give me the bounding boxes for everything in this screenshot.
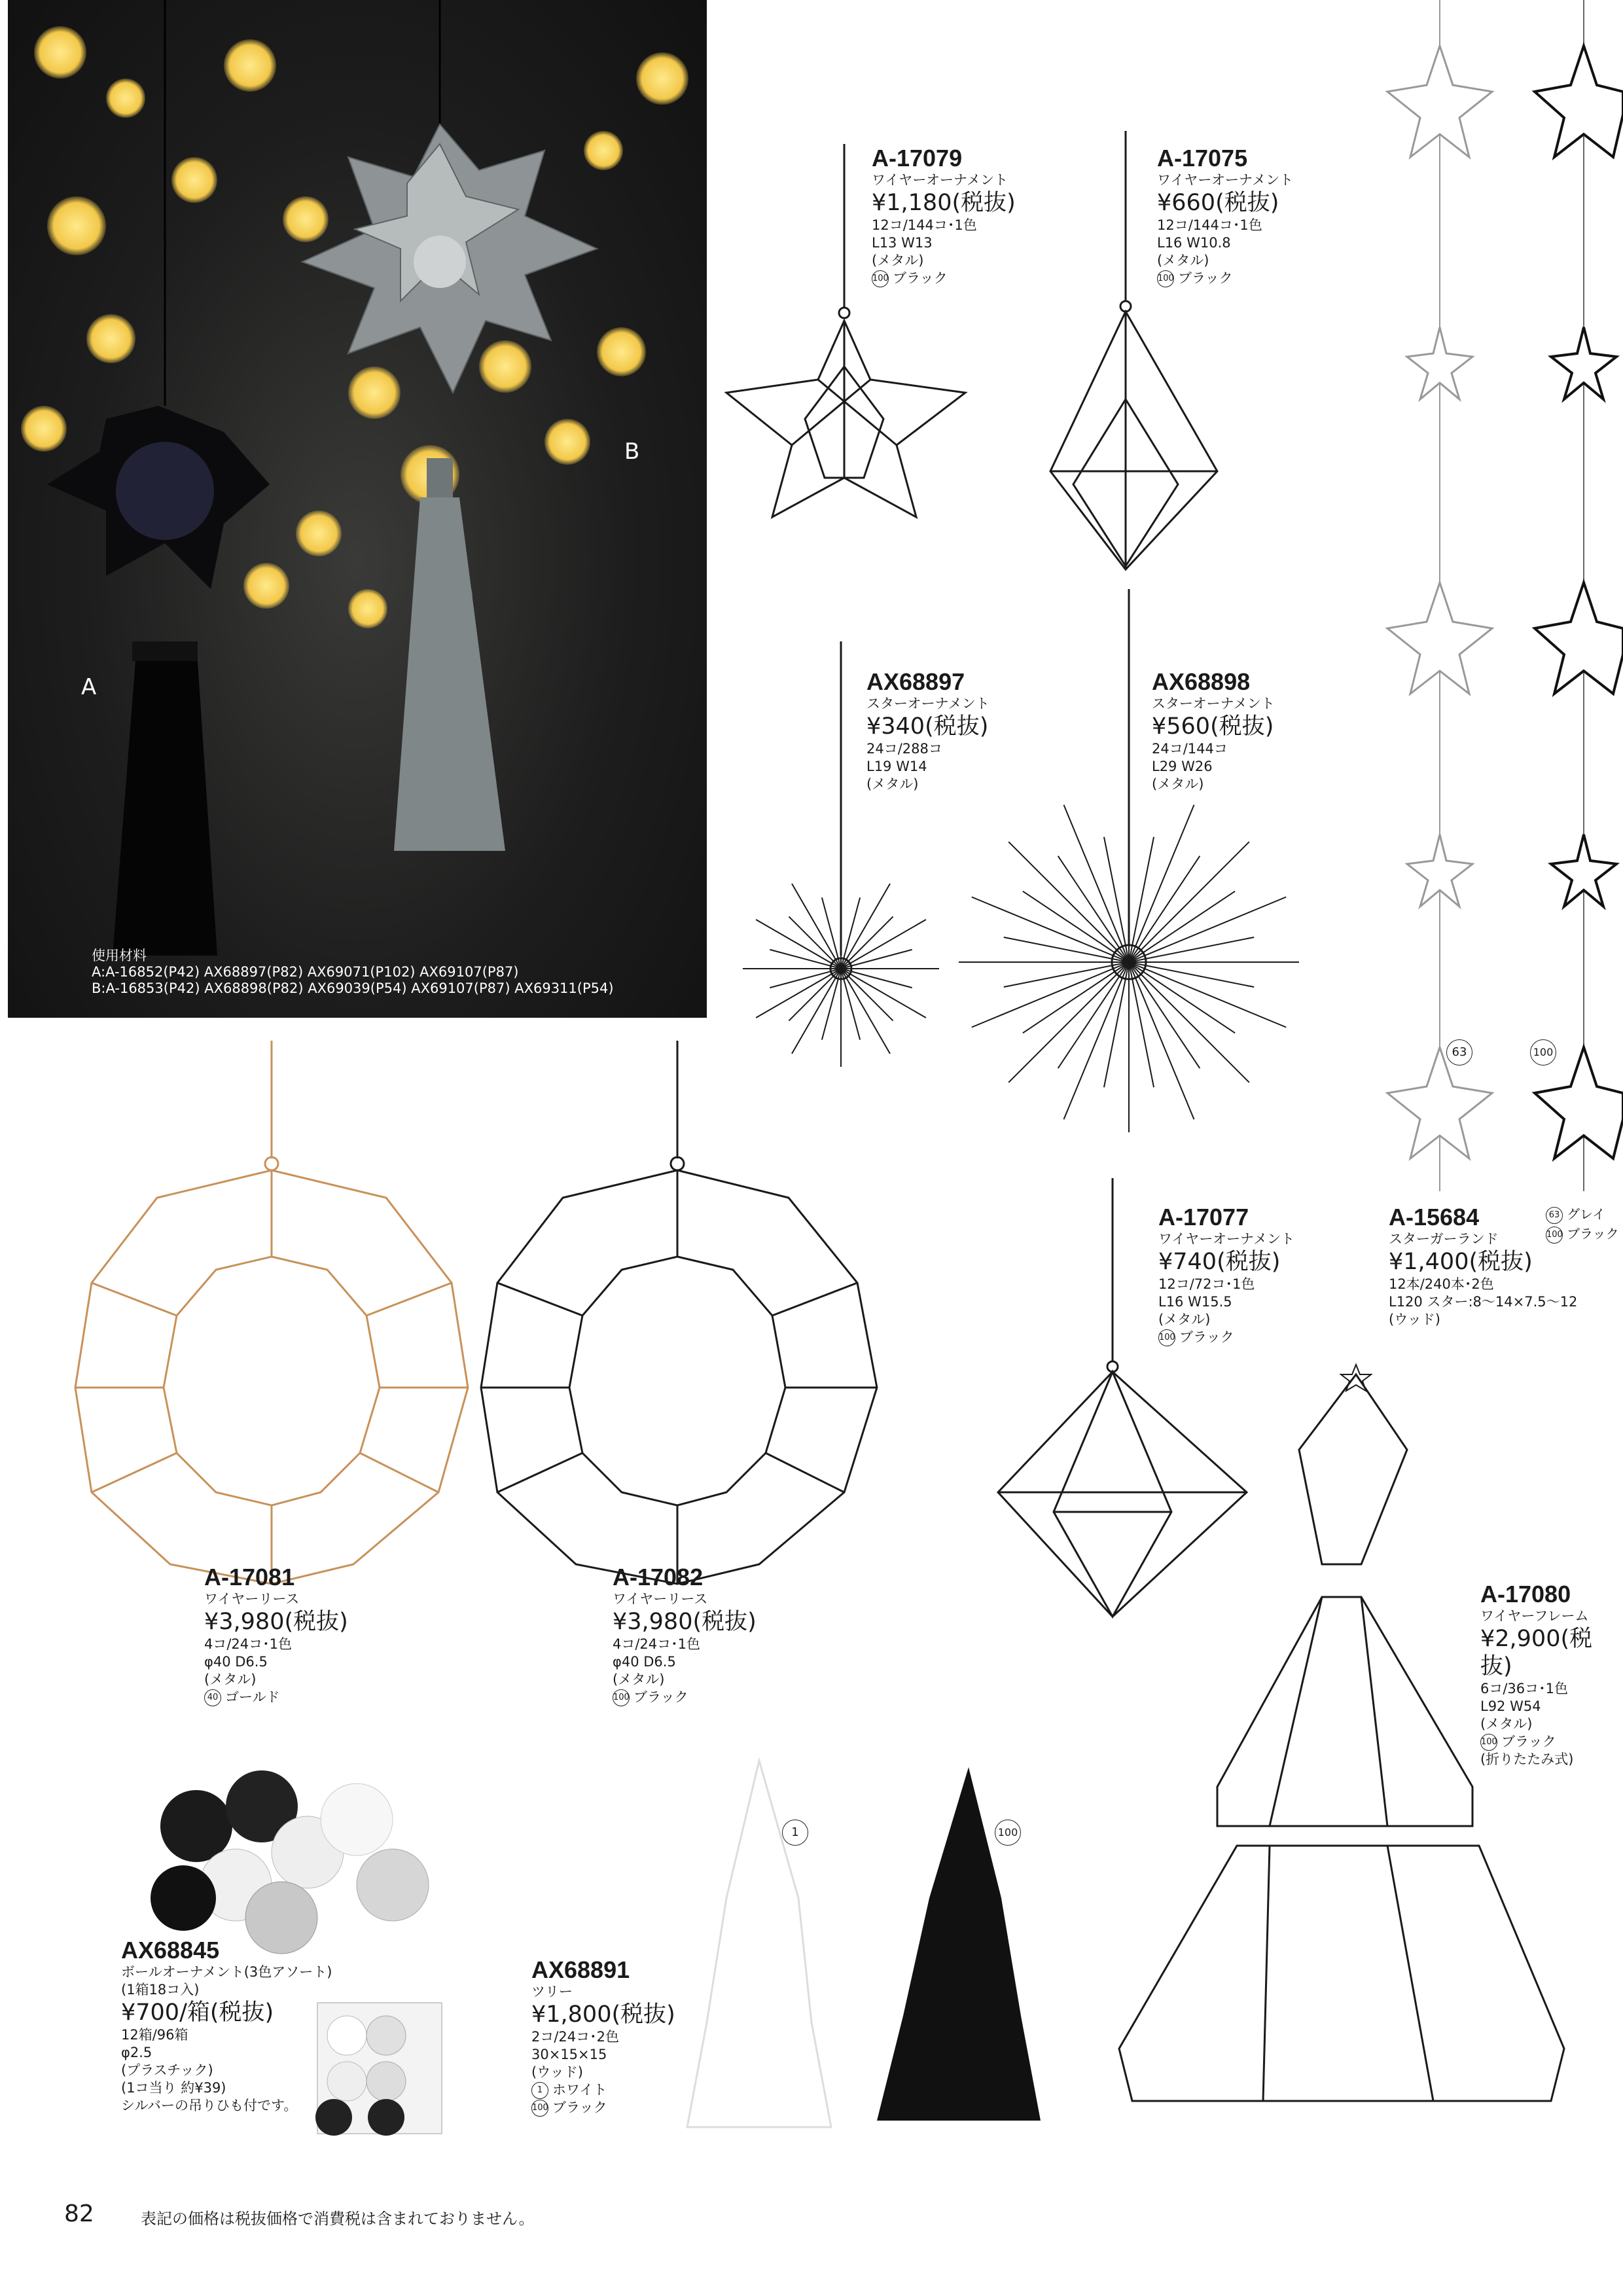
product-name: ワイヤーリース xyxy=(613,1591,708,1607)
product-code: A-17080 xyxy=(1480,1581,1571,1607)
photo-label-b: B xyxy=(624,439,640,465)
star-spoke xyxy=(841,897,860,969)
product-qty: 24コ/288コ xyxy=(866,741,942,757)
product-note: (折りたたみ式) xyxy=(1480,1751,1574,1767)
product-color-black: 100 ブラック xyxy=(532,2100,607,2115)
star-spoke xyxy=(770,950,841,969)
product-name: スターガーランド xyxy=(1389,1231,1499,1247)
product-note: シルバーの吊りひも付です。 xyxy=(121,2098,298,2113)
product-material: (メタル) xyxy=(1480,1716,1533,1732)
star-spoke xyxy=(822,897,841,969)
black-wire-wreath xyxy=(481,1041,877,1584)
product-a17075 xyxy=(1157,145,1293,287)
product-a17079 xyxy=(872,145,1016,287)
product-size: 30×15×15 xyxy=(531,2047,607,2062)
color-code-badge: 100 xyxy=(1158,1329,1175,1346)
star-spoke xyxy=(1129,962,1249,1083)
product-code: AX68845 xyxy=(121,1937,220,1964)
product-code: A-15684 xyxy=(1389,1204,1480,1230)
star-spoke xyxy=(841,969,860,1040)
tree-badge-black: 100 xyxy=(995,1820,1025,1846)
product-size: L92 W54 xyxy=(1480,1698,1541,1714)
star-spoke xyxy=(841,950,912,969)
product-qty: 12本/240本･2色 xyxy=(1389,1276,1494,1292)
product-code: A-17079 xyxy=(872,145,963,171)
product-size: L16 W10.8 xyxy=(1157,235,1231,251)
product-name: ワイヤーオーナメント xyxy=(872,172,1008,188)
materials-title: 使用材料 xyxy=(92,948,147,963)
product-ax68898 xyxy=(1152,669,1275,793)
product-material: (ウッド) xyxy=(1389,1312,1440,1327)
star-spoke xyxy=(1129,842,1249,962)
gold-wire-wreath xyxy=(75,1041,468,1584)
photo-label-a: A xyxy=(81,674,97,700)
product-code: AX68898 xyxy=(1152,668,1251,695)
product-code: A-17082 xyxy=(613,1564,704,1590)
product-name: ワイヤーオーナメント xyxy=(1158,1231,1295,1247)
product-material: (メタル) xyxy=(1158,1312,1211,1327)
wooden-tree-white xyxy=(687,1761,831,2127)
color-code-badge: 63 xyxy=(1546,1207,1563,1224)
product-material: (メタル) xyxy=(1157,253,1209,268)
product-material: (メタル) xyxy=(866,776,919,792)
product-code: A-17081 xyxy=(204,1564,295,1590)
garland-badge-black: 100 xyxy=(1530,1039,1560,1066)
product-color-white: 1 ホワイト xyxy=(531,2081,675,2099)
product-color: 100 ブラック xyxy=(1158,270,1233,286)
color-code-badge: 100 xyxy=(531,2100,548,2117)
product-code: AX68897 xyxy=(866,668,965,695)
product-price: ¥3,980(税抜) xyxy=(204,1609,348,1635)
price-note: 表記の価格は税抜価格で消費税は含まれておりません。 xyxy=(141,2210,535,2228)
product-material: (メタル) xyxy=(1152,776,1204,792)
product-price: ¥1,400(税抜) xyxy=(1389,1249,1533,1275)
star-spoke xyxy=(770,969,841,988)
product-qty: 6コ/36コ･1色 xyxy=(1480,1681,1569,1696)
product-a17077 xyxy=(1158,1204,1294,1346)
product-ax68891 xyxy=(531,1957,675,2117)
product-name: スターオーナメント xyxy=(866,696,990,711)
materials-a: A:A-16852(P42) AX68897(P82) AX69071(P102) AX69107(P87) xyxy=(92,964,519,980)
materials-b: B:A-16853(P42) AX68898(P82) AX69039(P54) AX69107(P87) AX69311(P54) xyxy=(92,980,614,996)
product-material: (メタル) xyxy=(872,253,924,268)
star-spoke xyxy=(1008,842,1129,962)
product-color: 100 ブラック xyxy=(872,270,948,286)
product-code: A-17075 xyxy=(1157,145,1248,171)
product-a17081 xyxy=(204,1564,348,1706)
product-qty: 24コ/144コ xyxy=(1152,741,1228,757)
product-size: φ40 D6.5 xyxy=(204,1654,268,1670)
product-qty: 4コ/24コ･1色 xyxy=(204,1636,293,1652)
product-price: ¥740(税抜) xyxy=(1158,1249,1281,1275)
product-unit-price: (1コ当り 約¥39) xyxy=(121,2080,226,2096)
garland-badge-grey: 63 xyxy=(1446,1039,1476,1066)
product-size: L16 W15.5 xyxy=(1158,1294,1232,1310)
product-size: L19 W14 xyxy=(866,759,927,774)
color-code-badge: 1 xyxy=(531,2082,548,2099)
product-name: ワイヤーフレーム xyxy=(1480,1608,1589,1624)
star-garland xyxy=(1387,0,1623,1191)
product-code: A-17077 xyxy=(1158,1204,1249,1230)
color-code-badge: 100 xyxy=(1480,1734,1497,1751)
color-grey: 63 グレイ xyxy=(1546,1204,1619,1224)
product-color: 40 ゴールド xyxy=(204,1689,348,1706)
star-spoke xyxy=(841,969,912,988)
product-price: ¥660(税抜) xyxy=(1157,190,1279,216)
product-price: ¥1,180(税抜) xyxy=(872,190,1016,216)
product-price: ¥3,980(税抜) xyxy=(613,1609,757,1635)
product-color: 100 ブラック xyxy=(1481,1734,1556,1749)
product-price: ¥700/箱(税抜) xyxy=(121,2000,274,2026)
product-material: (メタル) xyxy=(613,1672,665,1687)
product-price: ¥560(税抜) xyxy=(1152,713,1274,740)
product-qty: 2コ/24コ･2色 xyxy=(531,2029,620,2045)
product-code: AX68891 xyxy=(531,1956,630,1983)
a15684-colors xyxy=(1546,1204,1619,1244)
product-size: L120 スター:8～14×7.5～12 xyxy=(1389,1294,1578,1310)
product-price: ¥340(税抜) xyxy=(866,713,989,740)
product-material: (メタル) xyxy=(204,1672,257,1687)
product-ax68845 xyxy=(121,1937,332,2115)
product-pack: (1箱18コ入) xyxy=(121,1982,200,1998)
product-name: ツリー xyxy=(531,1984,573,2000)
product-a17080 xyxy=(1480,1581,1623,1768)
product-material: (ウッド) xyxy=(531,2064,583,2080)
tree-badge-white: 1 xyxy=(782,1820,812,1846)
star-spoke xyxy=(822,969,841,1040)
product-name: ボールオーナメント(3色アソート) xyxy=(121,1964,332,1980)
color-code-badge: 100 xyxy=(872,270,889,287)
product-qty: 12コ/144コ･1色 xyxy=(1157,217,1262,233)
product-size: φ2.5 xyxy=(121,2045,152,2060)
star-spoke xyxy=(1008,962,1129,1083)
page-number: 82 xyxy=(64,2200,94,2227)
color-code-badge: 100 xyxy=(1157,270,1174,287)
product-name: ワイヤーリース xyxy=(204,1591,300,1607)
product-a17082 xyxy=(613,1564,757,1706)
product-size: φ40 D6.5 xyxy=(613,1654,676,1670)
product-qty: 12コ/144コ･1色 xyxy=(872,217,977,233)
product-color: 100 ブラック xyxy=(613,1689,688,1705)
product-ax68897 xyxy=(866,669,990,793)
color-code-badge: 40 xyxy=(204,1689,221,1706)
color-code-badge: 100 xyxy=(613,1689,630,1706)
product-color: 100 ブラック xyxy=(1159,1329,1234,1345)
product-material: (プラスチック) xyxy=(121,2062,213,2078)
product-price: ¥1,800(税抜) xyxy=(531,2001,675,2028)
product-name: スターオーナメント xyxy=(1152,696,1275,711)
product-size: L13 W13 xyxy=(872,235,933,251)
product-size: L29 W26 xyxy=(1152,759,1213,774)
product-qty: 4コ/24コ･1色 xyxy=(613,1636,701,1652)
color-code-badge: 100 xyxy=(1546,1227,1563,1244)
product-qty: 12コ/72コ･1色 xyxy=(1158,1276,1255,1292)
product-name: ワイヤーオーナメント xyxy=(1157,172,1294,188)
product-qty: 12箱/96箱 xyxy=(121,2027,188,2043)
color-black: 100 ブラック xyxy=(1546,1224,1619,1244)
product-price: ¥2,900(税抜) xyxy=(1480,1626,1593,1679)
